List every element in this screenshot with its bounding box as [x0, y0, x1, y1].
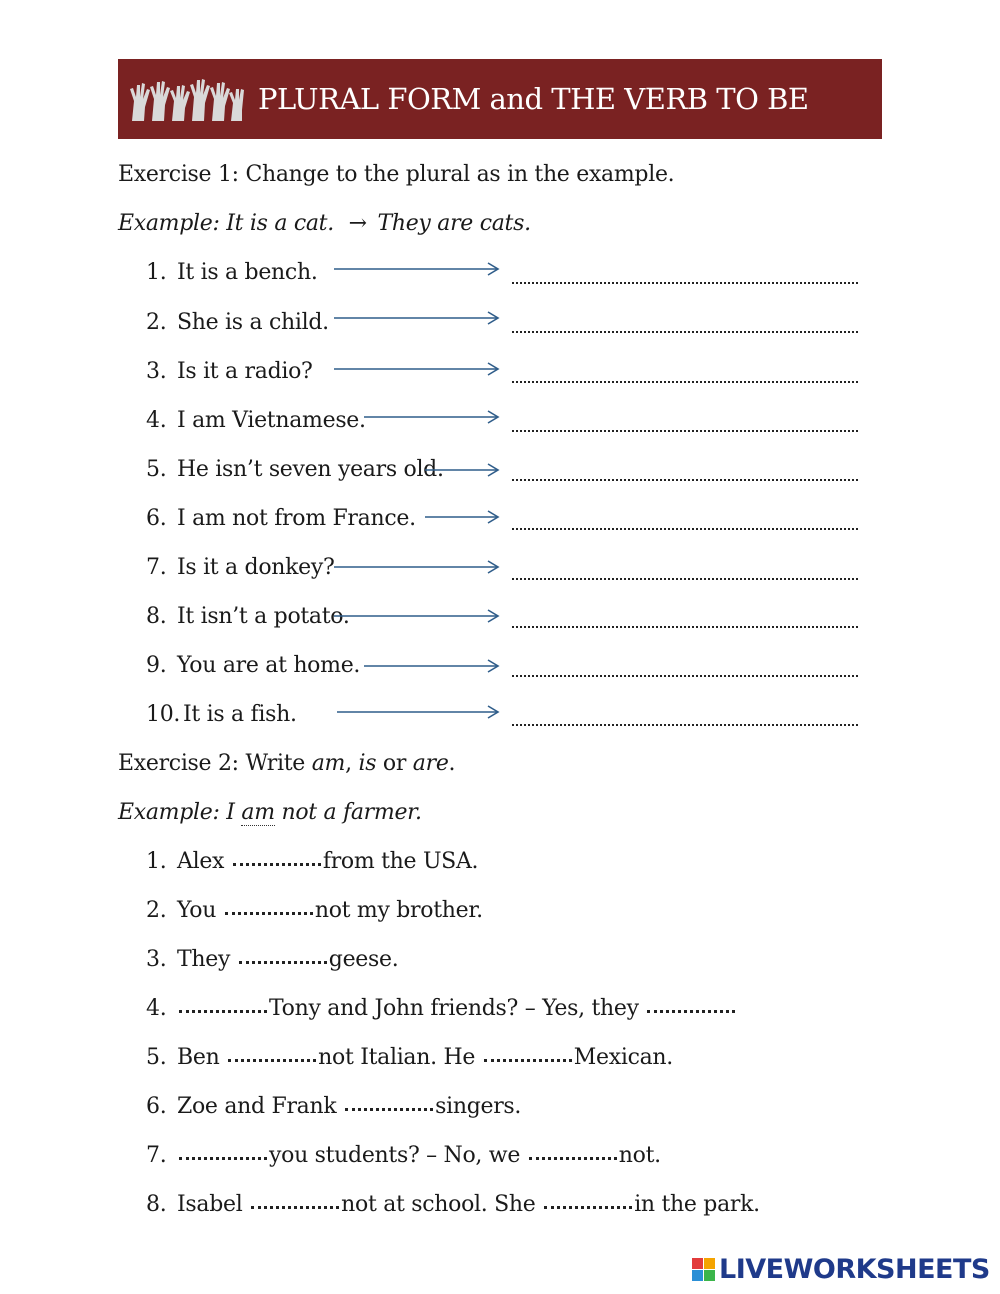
- sentence-part: not Italian. He: [318, 1045, 482, 1070]
- item-text: You are at home.: [177, 653, 361, 678]
- sentence-part: Mexican.: [573, 1045, 673, 1070]
- arrow-icon: [364, 659, 500, 673]
- word-or: or: [376, 751, 413, 776]
- sentence-part: Ben: [177, 1045, 227, 1070]
- item-sentence: [177, 996, 737, 1021]
- sentence-part: You: [177, 898, 223, 923]
- word-is: is: [358, 751, 377, 776]
- answer-line[interactable]: [512, 379, 858, 383]
- item-number: 4.: [146, 408, 167, 433]
- item-text: It is a bench.: [177, 260, 318, 285]
- item-number: 10.: [146, 702, 181, 727]
- sentence-part: not.: [618, 1143, 661, 1168]
- sentence-part: They: [177, 947, 237, 972]
- answer-line[interactable]: [512, 624, 858, 628]
- item-sentence: [177, 947, 398, 972]
- brand-name: LIVEWORKSHEETS: [719, 1254, 990, 1285]
- item-number: 3.: [146, 947, 167, 972]
- blank-input[interactable]: [529, 1154, 617, 1160]
- period: .: [448, 751, 456, 776]
- item-text: It isn’t a potato.: [177, 604, 350, 629]
- item-sentence: [177, 1045, 673, 1070]
- blank-input[interactable]: [228, 1056, 316, 1062]
- item-sentence: [177, 1094, 521, 1119]
- item-sentence: [177, 1192, 760, 1217]
- blank-input[interactable]: [233, 860, 321, 866]
- answer-line[interactable]: [512, 576, 858, 580]
- sentence-part: Zoe and Frank: [177, 1094, 344, 1119]
- item-number: 8.: [146, 604, 167, 629]
- answer-line[interactable]: [512, 673, 858, 677]
- sentence-part: Isabel: [177, 1192, 250, 1217]
- liveworksheets-logo: [692, 1254, 990, 1285]
- item-sentence: [177, 1143, 661, 1168]
- item-text: Is it a radio?: [177, 359, 313, 384]
- sentence-part: Alex: [177, 849, 231, 874]
- arrow-icon: [334, 262, 500, 276]
- arrow-icon: [334, 609, 500, 623]
- item-number: 9.: [146, 653, 167, 678]
- item-text: She is a child.: [177, 310, 329, 335]
- item-number: 2.: [146, 310, 167, 335]
- example-answer: They are cats.: [377, 211, 531, 236]
- item-number: 3.: [146, 359, 167, 384]
- page-title: PLURAL FORM and THE VERB TO BE: [258, 82, 809, 116]
- example-arrow-icon: →: [348, 211, 367, 236]
- item-sentence: [177, 898, 483, 923]
- item-number: 1.: [146, 849, 167, 874]
- sentence-part: geese.: [328, 947, 399, 972]
- arrow-icon: [334, 362, 500, 376]
- blank-input[interactable]: [484, 1056, 572, 1062]
- item-number: 2.: [146, 898, 167, 923]
- arrow-icon: [425, 510, 500, 524]
- item-sentence: [177, 849, 478, 874]
- answer-line[interactable]: [512, 428, 858, 432]
- answer-line[interactable]: [512, 280, 858, 284]
- arrow-icon: [364, 410, 500, 424]
- example-prefix: Example: It is a cat.: [118, 211, 334, 236]
- sentence-part: Tony and John friends? – Yes, they: [269, 996, 646, 1021]
- title-banner: [118, 59, 882, 139]
- example-text: Example: I: [118, 800, 242, 825]
- heading-text: Exercise 2: Write: [118, 751, 312, 776]
- blank-input[interactable]: [239, 958, 327, 964]
- answer-line[interactable]: [512, 329, 858, 333]
- item-number: 1.: [146, 260, 167, 285]
- answer-line[interactable]: [512, 526, 858, 530]
- item-text: He isn’t seven years old.: [177, 457, 444, 482]
- raised-hands-icon: [128, 77, 244, 121]
- item-number: 5.: [146, 1045, 167, 1070]
- blank-input[interactable]: [544, 1203, 632, 1209]
- sentence-part: not my brother.: [314, 898, 483, 923]
- item-text: I am Vietnamese.: [177, 408, 366, 433]
- exercise2-example: [118, 800, 422, 825]
- exercise1-example: [118, 211, 531, 236]
- exercise1-heading: Exercise 1: Change to the plural as in the example.: [118, 162, 675, 187]
- item-number: 8.: [146, 1192, 167, 1217]
- arrow-icon: [334, 311, 500, 325]
- sentence-part: in the park.: [634, 1192, 760, 1217]
- sentence-part: singers.: [435, 1094, 522, 1119]
- arrow-icon: [425, 463, 500, 477]
- item-number: 6.: [146, 506, 167, 531]
- word-are: are: [412, 751, 449, 776]
- item-number: 7.: [146, 1143, 167, 1168]
- item-text: Is it a donkey?: [177, 555, 335, 580]
- blank-input[interactable]: [345, 1105, 433, 1111]
- item-text: It is a fish.: [183, 702, 297, 727]
- answer-line[interactable]: [512, 477, 858, 481]
- sentence-part: you students? – No, we: [269, 1143, 527, 1168]
- comma: ,: [345, 751, 359, 776]
- exercise2-heading: [118, 751, 455, 776]
- item-number: 7.: [146, 555, 167, 580]
- blank-input[interactable]: [647, 1007, 735, 1013]
- word-am: am: [311, 751, 346, 776]
- blank-input[interactable]: [179, 1007, 267, 1013]
- arrow-icon: [337, 705, 500, 719]
- blank-input[interactable]: [251, 1203, 339, 1209]
- answer-line[interactable]: [512, 722, 858, 726]
- item-number: 5.: [146, 457, 167, 482]
- blank-input[interactable]: [179, 1154, 267, 1160]
- arrow-icon: [334, 560, 500, 574]
- example-text: not a farmer.: [274, 800, 422, 825]
- logo-icon: [692, 1258, 715, 1281]
- sentence-part: not at school. She: [341, 1192, 543, 1217]
- item-text: I am not from France.: [177, 506, 416, 531]
- sentence-part: from the USA.: [322, 849, 479, 874]
- blank-input[interactable]: [225, 909, 313, 915]
- item-number: 6.: [146, 1094, 167, 1119]
- example-answer: am: [241, 800, 275, 825]
- item-number: 4.: [146, 996, 167, 1021]
